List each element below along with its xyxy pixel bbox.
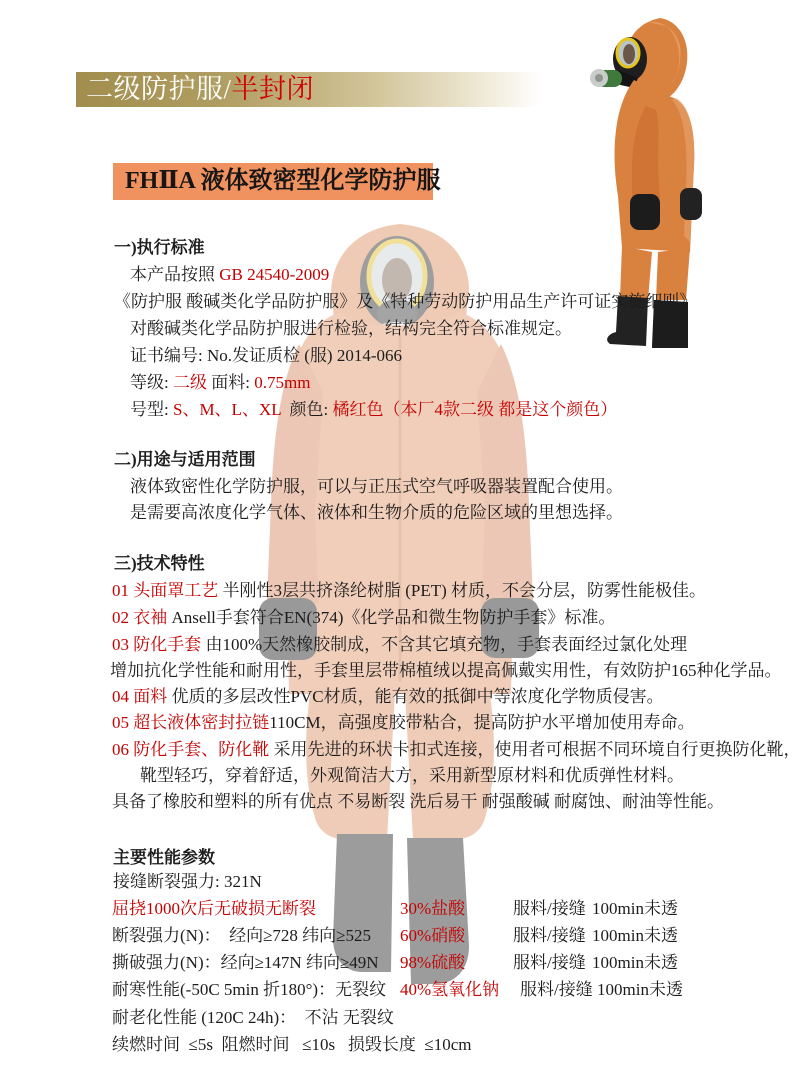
text-line: 《防护服 酸碱类化学品防护服》及《特种劳动防护用品生产许可证实施细则》	[114, 292, 697, 311]
param-test: 耐寒性能(-50C 5min 折180°)：无裂纹	[112, 980, 387, 999]
text-line: 06 防化手套、防化靴 采用先进的环状卡扣式连接，使用者可根据不同环境自行更换防化靴，	[112, 740, 800, 759]
text-line: 具备了橡胶和塑料的所有优点 不易断裂 洗后易干 耐强酸碱 耐腐蚀、耐油等性能。	[112, 792, 724, 811]
category-banner-text: 二级防护服/	[86, 74, 232, 104]
seam-strength-value: 接缝断裂强力: 321N	[113, 872, 262, 891]
param-target: 服料/接缝	[513, 953, 586, 972]
param-acid: 30%盐酸	[400, 899, 466, 918]
param-acid: 98%硫酸	[400, 953, 466, 972]
param-result: 100min未透	[592, 899, 678, 918]
section-heading-usage: 二)用途与适用范围	[114, 450, 256, 469]
param-acid: 40%氢氧化钠	[400, 980, 500, 999]
param-test: 断裂强力(N)： 经向≥728 纬向≥525	[112, 926, 372, 945]
text-line: 本产品按照 GB 24540-2009	[130, 265, 330, 284]
text-line: 是需要高浓度化学气体、液体和生物介质的危险区域的里想选择。	[130, 503, 623, 522]
text-line: 02 衣袖 Ansell手套符合EN(374)《化学品和微生物防护手套》标准。	[112, 608, 616, 627]
param-result: 100min未透	[597, 980, 683, 999]
param-test: 屈挠1000次后无破损无断裂	[112, 899, 316, 918]
param-target: 服料/接缝	[513, 899, 586, 918]
param-result: 100min未透	[592, 953, 678, 972]
text-line: 号型: S、M、L、XL 颜色: 橘红色（本厂4款二级 都是这个颜色）	[130, 400, 618, 419]
text-line: 05 超长液体密封拉链110CM，高强度胶带粘合，提高防护水平增加使用寿命。	[112, 713, 695, 732]
section-heading-features: 三)技术特性	[114, 554, 205, 573]
param-acid: 60%硝酸	[400, 926, 466, 945]
param-result: 100min未透	[592, 926, 678, 945]
text-line: 证书编号: No.发证质检 (服) 2014-066	[130, 346, 402, 365]
param-test: 撕破强力(N)：经向≥147N 纬向≥49N	[112, 953, 379, 972]
text-line: 对酸碱类化学品防护服进行检验，结构完全符合标准规定。	[130, 319, 572, 338]
product-title: FHⅡA 液体致密型化学防护服	[113, 163, 433, 200]
text-line: 01 头面罩工艺 半刚性3层共挤涤纶树脂 (PET) 材质，不会分层，防雾性能极佳。	[112, 581, 707, 600]
text-line: 续燃时间 ≤5s 阻燃时间 ≤10s 损毁长度 ≤10cm	[112, 1035, 472, 1054]
category-banner	[76, 72, 541, 107]
category-banner-highlight: 半封闭	[231, 74, 315, 104]
section-heading-parameters: 主要性能参数	[113, 848, 215, 867]
text-line: 04 面料 优质的多层改性PVC材质，能有效的抵御中等浓度化学物质侵害。	[112, 687, 664, 706]
text-line: 等级: 二级 面料: 0.75mm	[130, 373, 311, 392]
param-target: 服料/接缝	[513, 926, 586, 945]
text-line: 耐老化性能 (120C 24h)： 不沾 无裂纹	[112, 1008, 394, 1027]
section-heading-standards: 一)执行标准	[114, 238, 205, 257]
text-line: 液体致密性化学防护服，可以与正压式空气呼吸器装置配合使用。	[130, 477, 623, 496]
text-line: 增加抗化学性能和耐用性，手套里层带棉植绒以提高佩戴实用性，有效防护165种化学品。	[110, 661, 782, 680]
text-line: 03 防化手套 由100%天然橡胶制成，不含其它填充物，手套表面经过氯化处理	[112, 635, 688, 654]
param-target: 服料/接缝	[520, 980, 593, 999]
text-line: 靴型轻巧，穿着舒适，外观简洁大方，采用新型原材料和优质弹性材料。	[140, 766, 684, 785]
